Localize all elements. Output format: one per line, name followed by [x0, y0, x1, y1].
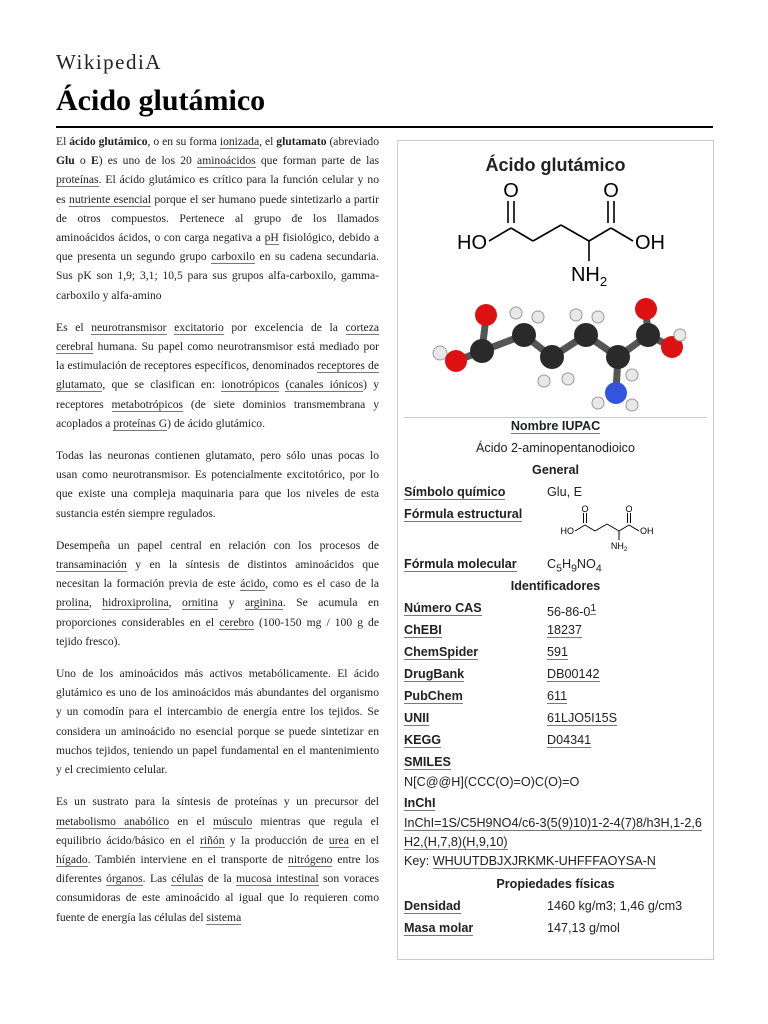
text-run: . También interviene en el transporte de [87, 852, 289, 866]
article-link[interactable]: urea [328, 833, 349, 847]
text-run: en el [169, 814, 213, 828]
small-label-nh2: $NH_2$ [610, 541, 628, 553]
small-label-o-right: O [625, 504, 633, 514]
identifier-row [398, 729, 713, 751]
article-link[interactable]: carboxilo [211, 250, 256, 264]
identifier-row [398, 619, 713, 641]
text-run: Todas las neuronas contienen glutamato, pero sólo unas pocas lo usan como neurotransmisor. Es potencialmente excitotórico, por lo que existe una compleja maquinaria para que los niveles de esta sustancia estén siempre regulados. [56, 449, 379, 520]
bold-term: glutamato [276, 135, 327, 148]
identifier-value[interactable]: 591 [547, 645, 569, 659]
text-run: Desempeña un papel central en relación con los procesos de [56, 538, 379, 552]
text-run: , como es el caso de la [265, 577, 379, 591]
structural-formula-label[interactable]: Fórmula estructural [404, 507, 523, 521]
text-run: entre los diferentes [56, 852, 380, 886]
text-run: son voraces consumidoras de este aminoácido al igual que lo requieren como fuente de energía las células del [56, 872, 379, 924]
identifiers-header: Identificadores [510, 579, 601, 593]
article-link[interactable]: hidroxiprolina [102, 596, 169, 610]
identifier-value: $56-86-0^1$ [547, 602, 597, 620]
identifier-label[interactable]: PubChem [404, 689, 463, 703]
structure-label-o-right: O [602, 183, 619, 202]
symbol-value: Glu, E [547, 485, 582, 499]
article-link[interactable]: aminoácidos [197, 154, 256, 168]
molecular-formula-row [398, 553, 713, 575]
text-run: y la producción de [224, 833, 329, 847]
article-paragraph [56, 664, 379, 779]
density-label[interactable]: Densidad [404, 899, 461, 913]
text-run: mientras que regula el equilibrio ácido/básico en el [56, 814, 379, 847]
article-link[interactable]: prolina [56, 596, 89, 610]
text-run: en el [348, 833, 379, 847]
text-run: Uno de los aminoácidos más activos metabólicamente. El ácido glutámico es uno de los aminoácidos más abundantes del organismo y un comodín para el intercambio de energía entre los tejidos. Se considera un aminoácido no esencial porque se puede sintetizar en muchos tejidos, teniendo un papel fundamental en el mantenimiento y el crecimiento celular. [56, 667, 379, 777]
text-run: y [218, 596, 245, 610]
text-run: El [56, 135, 70, 148]
text-run: ) de ácido glutámico. [167, 416, 265, 430]
page-title: Ácido glutámico [56, 84, 266, 117]
text-run: . El ácido glutámico es crítico para la función celular y no es [56, 173, 379, 206]
text-run: ) es uno de los 20 [98, 154, 198, 168]
text-run: fisiológico, debido a que presenta un segundo grupo [56, 231, 379, 264]
article-link[interactable]: ionotrópicos [221, 378, 280, 392]
identifier-value[interactable]: D04341 [547, 733, 592, 747]
article-link[interactable]: ionizada [219, 135, 260, 148]
text-run: (abreviado [326, 135, 380, 148]
iupac-header[interactable]: Nombre IUPAC [510, 419, 601, 433]
text-run: porque el ser humano puede sintetizarlo a partir de otros compuestos. Pertenece al grupo de los llamados aminoácidos ácidos, o con carga negativa a [56, 192, 379, 245]
text-run: . Las [142, 872, 172, 886]
text-run: ) y receptores [56, 378, 379, 411]
iupac-name: Ácido 2-aminopentanodioico [476, 441, 635, 455]
general-header: General [532, 463, 579, 477]
bold-term: Glu [56, 154, 75, 168]
molar-mass-value: 147,13 g/mol [547, 921, 620, 935]
symbol-label[interactable]: Símbolo químico [404, 485, 506, 499]
structure-label-nh2: $NH_2$ [570, 264, 607, 289]
small-label-oh: OH [640, 526, 654, 536]
text-run: , que se clasifican en: [102, 378, 222, 392]
identifier-value[interactable]: 18237 [547, 623, 583, 637]
skeletal-structure-image[interactable] [421, 183, 691, 289]
article-link[interactable]: cerebro [219, 615, 254, 629]
identifier-label[interactable]: DrugBank [404, 667, 465, 681]
infobox-title: Ácido glutámico [485, 155, 626, 175]
article-link[interactable]: (canales iónicos [285, 378, 364, 392]
article-link[interactable]: ornitina [182, 596, 219, 610]
article-link[interactable]: transaminación [56, 558, 127, 572]
article-link[interactable]: músculo [212, 814, 253, 828]
identifier-label[interactable]: KEGG [404, 733, 442, 747]
text-run: en su cadena secundaria. Sus pK son 1,9; 3,1; 10,5 para sus grupos alfa-carboxilo, gamma-carboxilo y alfa-amino [56, 250, 379, 302]
smiles-value: N[C@@H](CCC(O)=O)C(O)=O [404, 775, 580, 789]
article-link[interactable]: células [171, 872, 204, 886]
text-run: que forman parte de las [255, 154, 380, 168]
article-link[interactable]: proteínas [56, 173, 99, 187]
article-link[interactable]: arginina [244, 596, 283, 610]
image-separator [404, 417, 707, 418]
identifier-row [398, 641, 713, 663]
text-run: humana. Su papel como neurotransmisor está mediado por la estimulación de receptores específicos, denominados [56, 340, 379, 373]
text-run: , [168, 596, 183, 610]
article-link[interactable]: excitatorio [174, 320, 224, 334]
identifier-label[interactable]: UNII [404, 711, 430, 725]
article-paragraph [56, 792, 379, 926]
identifier-label[interactable]: ChemSpider [404, 645, 479, 659]
text-run: (100-150 mg / 100 g de tejido fresco). [56, 615, 379, 648]
article-paragraph [56, 318, 379, 433]
article-link[interactable]: nitrógeno [288, 852, 333, 866]
molar-mass-label[interactable]: Masa molar [404, 921, 474, 935]
article-link[interactable]: corteza cerebral [56, 320, 379, 354]
inchi-value: InChI=1S/C5H9NO4/c6-3(5(9)10)1-2-4(7)8/h3H,1-2,6H2,(H,7,8)(H,9,10) [404, 816, 702, 849]
text-run: (de siete dominios transmembrana y acoplados a [56, 397, 380, 430]
text-run: Es el [56, 320, 92, 334]
molar-mass-row [398, 917, 713, 939]
physical-properties-header: Propiedades físicas [496, 877, 615, 891]
identifiers-list [398, 597, 713, 751]
article-paragraph [56, 536, 379, 651]
identifier-label[interactable]: Número CAS [404, 601, 482, 615]
structural-formula-row [398, 503, 713, 553]
article-link[interactable]: receptores de glutamato [56, 359, 379, 392]
title-divider [56, 126, 713, 128]
identifier-label[interactable]: ChEBI [404, 623, 442, 637]
symbol-row [398, 481, 713, 503]
text-run: , o en su forma [147, 135, 220, 148]
text-run: y en la síntesis de distintos aminoácidos que necesitan la formación previa de este [56, 558, 379, 591]
density-value: 1460 kg/m3; 1,46 g/cm3 [547, 899, 683, 913]
text-run: , [88, 596, 103, 610]
small-label-o-left: O [581, 504, 589, 514]
identifier-value[interactable]: DB00142 [547, 667, 600, 681]
inchi-label[interactable]: InChI [404, 796, 436, 810]
text-run: por excelencia de la [223, 320, 346, 334]
molecular-formula-label[interactable]: Fórmula molecular [404, 557, 517, 571]
reference-marker[interactable]: 1 [590, 602, 597, 614]
text-run: Es un sustrato para la síntesis de proteínas y un precursor del [56, 795, 379, 809]
structure-label-oh: OH [634, 232, 665, 254]
identifier-row [398, 663, 713, 685]
article-body [56, 132, 379, 940]
inchi-key: Key: WHUUTDBJXJRKMK-UHFFFAOYSA-N [404, 854, 656, 868]
text-run: de la [203, 872, 237, 886]
article-paragraph [56, 446, 379, 523]
text-run: . Se acumula en proporciones considerables en el [56, 596, 379, 629]
article-link[interactable]: ácido [240, 577, 266, 591]
article-link[interactable]: pH [264, 231, 279, 245]
identifier-value[interactable]: 61LJO5I15S [547, 711, 618, 725]
article-link[interactable]: metabotrópicos [111, 397, 184, 411]
small-label-ho: HO [560, 526, 574, 536]
article-link[interactable]: hígado [56, 852, 88, 866]
article-link[interactable]: proteínas G [113, 416, 168, 430]
article-link[interactable]: nutriente esencial [69, 192, 151, 206]
identifier-row [398, 707, 713, 729]
structure-label-ho: HO [456, 232, 487, 254]
identifier-row [398, 685, 713, 707]
text-run: o [74, 154, 91, 168]
article-link[interactable]: órganos [106, 872, 143, 886]
article-paragraph [56, 132, 379, 305]
article-link[interactable]: metabolismo anabólico [56, 814, 170, 828]
molecular-formula-value: $C_5H_9NO_4$ [547, 557, 602, 575]
identifier-row [398, 597, 713, 619]
text-run: , el [259, 135, 277, 148]
structure-label-o-left: O [502, 183, 519, 202]
wikipedia-logo[interactable]: WikipediA [56, 50, 162, 74]
article-link[interactable]: neurotransmisor [91, 320, 167, 334]
identifier-value[interactable]: 611 [547, 689, 568, 703]
article-link[interactable]: riñón [200, 833, 225, 847]
smiles-label[interactable]: SMILES [404, 755, 451, 769]
infobox [397, 140, 714, 960]
article-link[interactable]: sistema [206, 910, 242, 924]
ball-and-stick-model-image[interactable] [426, 295, 686, 415]
bold-term: E [90, 154, 99, 168]
density-row [398, 895, 713, 917]
small-structure-image[interactable] [547, 503, 667, 553]
article-link[interactable]: mucosa intestinal [236, 872, 319, 886]
bold-term: ácido glutámico [69, 135, 148, 148]
